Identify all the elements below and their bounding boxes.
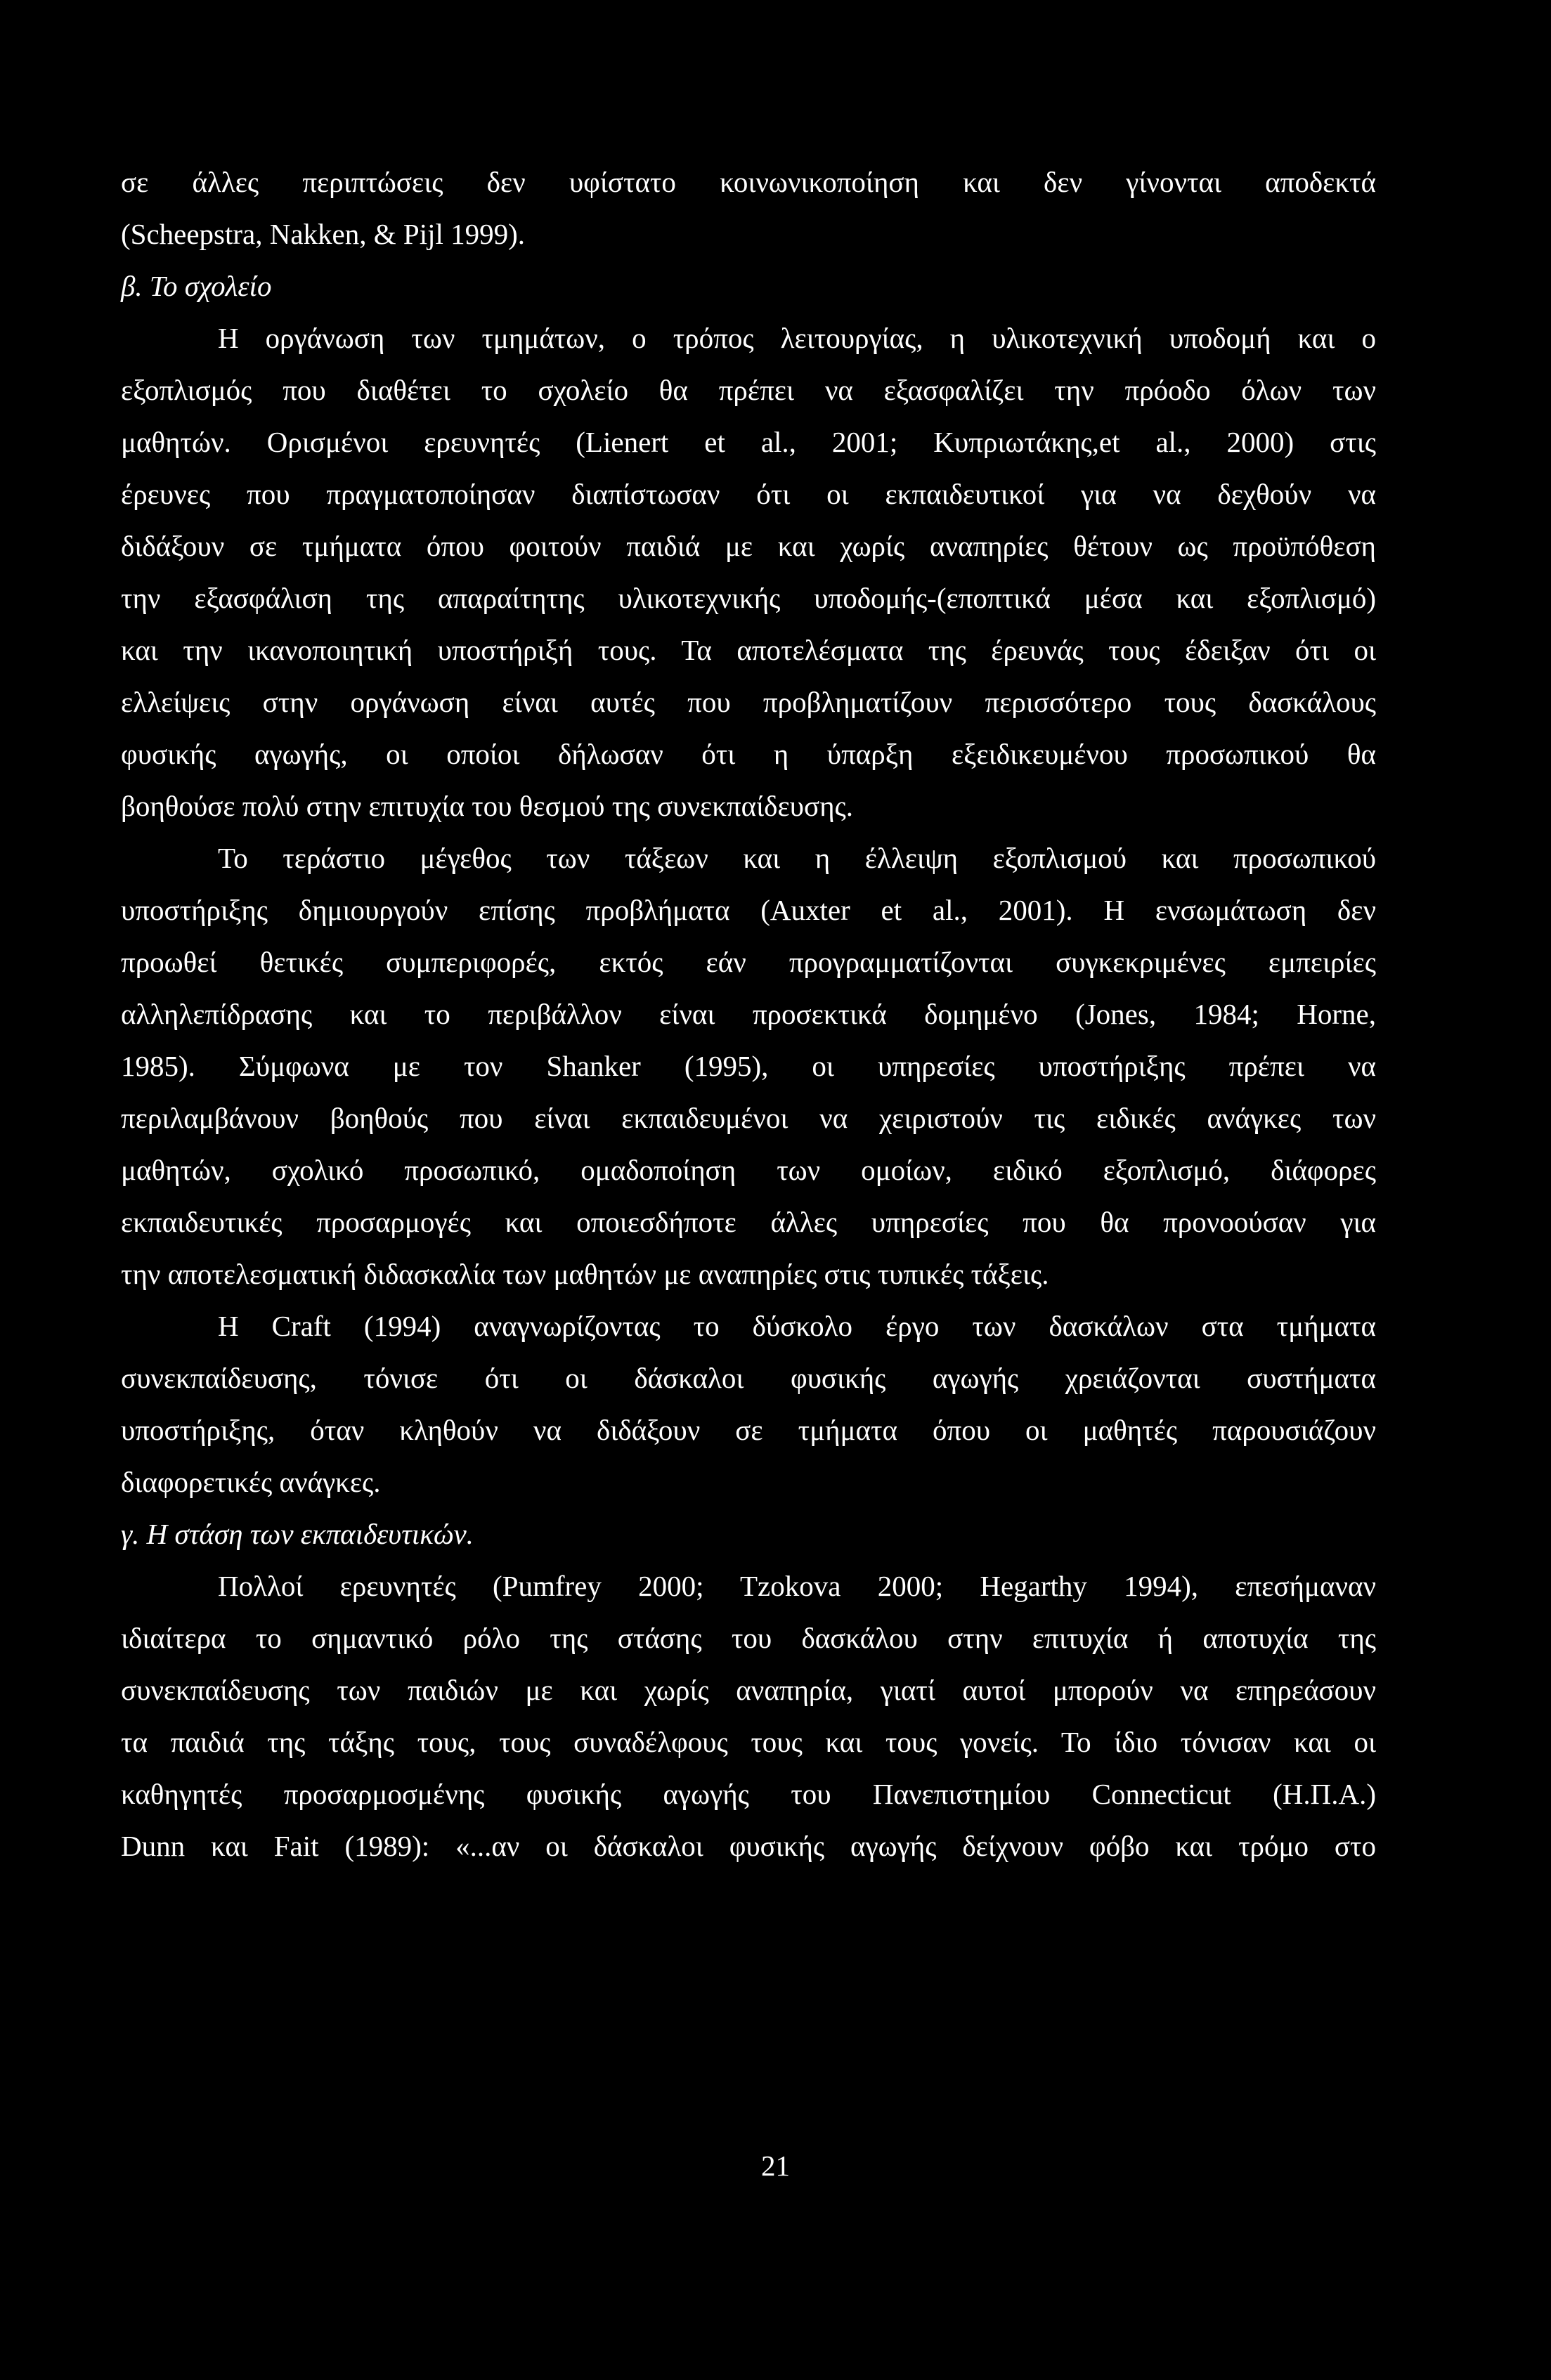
text-line: μαθητών, σχολικό προσωπικό, ομαδοποίηση των ομοίων, ειδικό εξοπλισμό, διάφορες xyxy=(121,1154,1376,1186)
text-line: Πολλοί ερευνητές (Pumfrey 2000; Tzokova 2000; Hegarthy 1994), επεσήμαναν xyxy=(218,1570,1376,1602)
text-line: έρευνες που πραγματοποίησαν διαπίστωσαν ότι οι εκπαιδευτικοί για να δεχθούν να xyxy=(121,478,1376,510)
text-line: Η Craft (1994) αναγνωρίζοντας το δύσκολο έργο των δασκάλων στα τμήματα xyxy=(218,1310,1376,1342)
text-line: προωθεί θετικές συμπεριφορές, εκτός εάν προγραμματίζονται συγκεκριμένες εμπειρίες xyxy=(121,946,1376,978)
text-line: την αποτελεσματική διδασκαλία των μαθητών με αναπηρίες στις τυπικές τάξεις. xyxy=(121,1258,1049,1290)
text-line: την εξασφάλιση της απαραίτητης υλικοτεχνικής υποδομής-(εποπτικά μέσα και εξοπλισμό) xyxy=(121,582,1376,614)
text-line: Η οργάνωση των τμημάτων, ο τρόπος λειτουργίας, η υλικοτεχνική υποδομή και ο xyxy=(218,322,1376,354)
text-line: εξοπλισμός που διαθέτει το σχολείο θα πρέπει να εξασφαλίζει την πρόοδο όλων των xyxy=(121,374,1376,406)
text-line: Το τεράστιο μέγεθος των τάξεων και η έλλειψη εξοπλισμού και προσωπικού xyxy=(218,842,1376,874)
text-line: 1985). Σύμφωνα με τον Shanker (1995), οι υπηρεσίες υποστήριξης πρέπει να xyxy=(121,1050,1376,1082)
text-line: συνεκπαίδευσης, τόνισε ότι οι δάσκαλοι φυσικής αγωγής χρειάζονται συστήματα xyxy=(121,1362,1376,1394)
section-heading: γ. Η στάση των εκπαιδευτικών. xyxy=(121,1518,474,1550)
text-line: υποστήριξης δημιουργούν επίσης προβλήματα (Auxter et al., 2001). Η ενσωμάτωση δεν xyxy=(121,894,1376,926)
text-line: διαφορετικές ανάγκες. xyxy=(121,1466,381,1498)
text-line: φυσικής αγωγής, οι οποίοι δήλωσαν ότι η ύπαρξη εξειδικευμένου προσωπικού θα xyxy=(121,738,1376,770)
text-line: διδάξουν σε τμήματα όπου φοιτούν παιδιά με και χωρίς αναπηρίες θέτουν ως προϋπόθεση xyxy=(121,530,1376,562)
section-heading: β. Το σχολείο xyxy=(121,270,272,302)
text-line: σε άλλες περιπτώσεις δεν υφίστατο κοινωνικοποίηση και δεν γίνονται αποδεκτά xyxy=(121,166,1376,198)
page-body xyxy=(121,156,1376,1872)
text-line: ελλείψεις στην οργάνωση είναι αυτές που προβληματίζουν περισσότερο τους δασκάλους xyxy=(121,686,1376,718)
page-number: 21 xyxy=(761,2150,790,2182)
text-line: μαθητών. Ορισμένοι ερευνητές (Lienert et al., 2001; Κυπριωτάκης,et al., 2000) στις xyxy=(121,426,1376,458)
text-line: συνεκπαίδευσης των παιδιών με και χωρίς αναπηρία, γιατί αυτοί μπορούν να επηρεάσουν xyxy=(121,1674,1376,1706)
text-line: εκπαιδευτικές προσαρμογές και οποιεσδήποτε άλλες υπηρεσίες που θα προνοούσαν για xyxy=(121,1206,1376,1238)
text-line: (Scheepstra, Nakken, & Pijl 1999). xyxy=(121,218,526,250)
text-line: υποστήριξης, όταν κληθούν να διδάξουν σε τμήματα όπου οι μαθητές παρουσιάζουν xyxy=(121,1414,1376,1446)
text-line: Dunn και Fait (1989): «...αν οι δάσκαλοι φυσικής αγωγής δείχνουν φόβο και τρόμο στο xyxy=(121,1830,1376,1862)
text-line: περιλαμβάνουν βοηθούς που είναι εκπαιδευμένοι να χειριστούν τις ειδικές ανάγκες των xyxy=(121,1102,1376,1134)
text-line: ιδιαίτερα το σημαντικό ρόλο της στάσης του δασκάλου στην επιτυχία ή αποτυχία της xyxy=(121,1622,1376,1654)
text-line: τα παιδιά της τάξης τους, τους συναδέλφους τους και τους γονείς. Το ίδιο τόνισαν και οι xyxy=(121,1726,1376,1758)
text-line: αλληλεπίδρασης και το περιβάλλον είναι προσεκτικά δομημένο (Jones, 1984; Horne, xyxy=(121,998,1376,1030)
text-line: καθηγητές προσαρμοσμένης φυσικής αγωγής του Πανεπιστημίου Connecticut (Η.Π.Α.) xyxy=(121,1778,1376,1810)
text-line: βοηθούσε πολύ στην επιτυχία του θεσμού της συνεκπαίδευσης. xyxy=(121,790,853,822)
text-line: και την ικανοποιητική υποστήριξή τους. Τα αποτελέσματα της έρευνάς τους έδειξαν ότι οι xyxy=(121,634,1376,666)
